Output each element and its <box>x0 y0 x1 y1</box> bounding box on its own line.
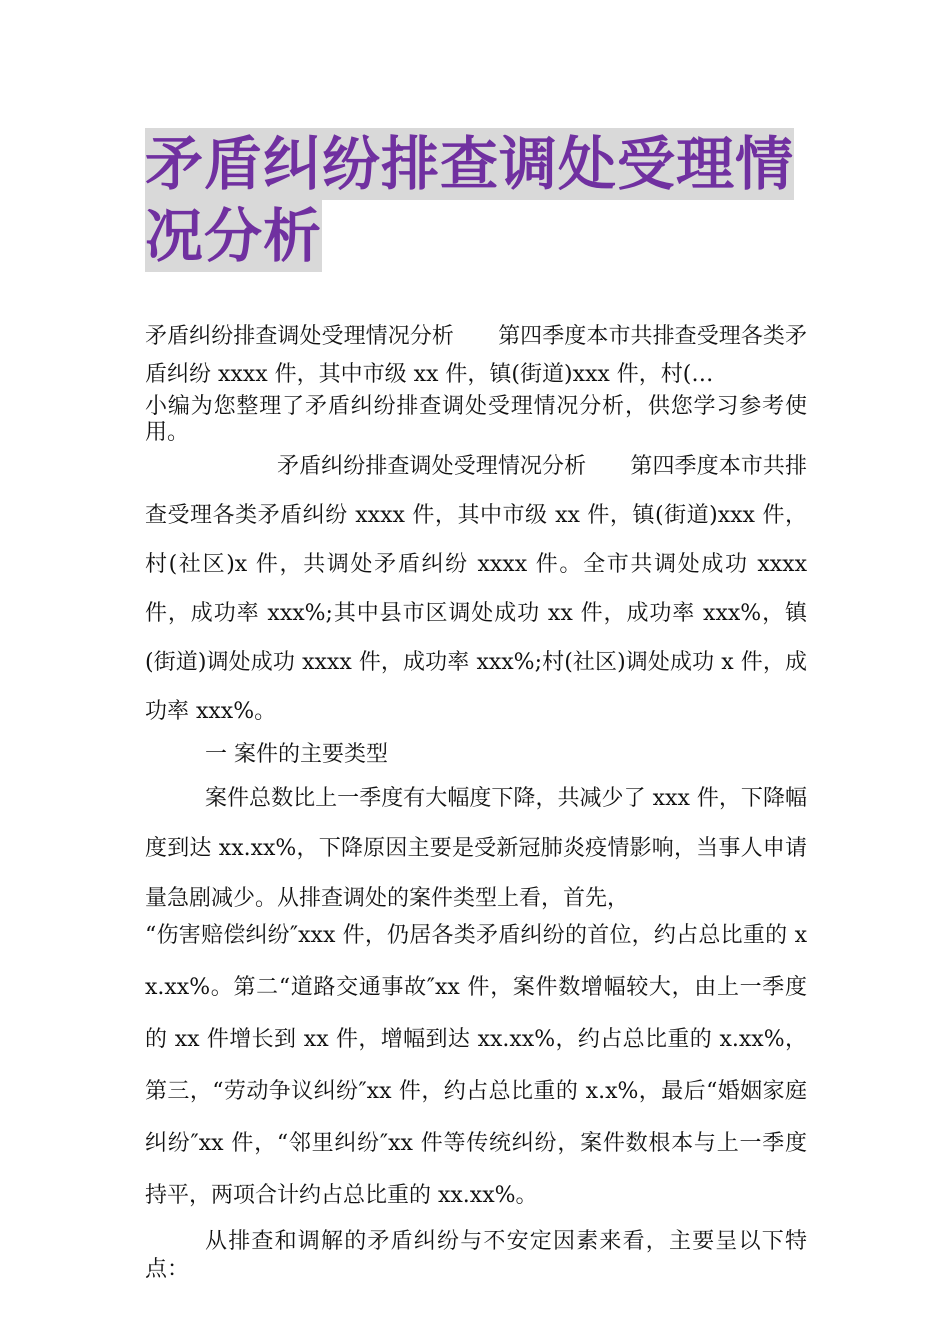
summary-text: 矛盾纠纷排查调处受理情况分析 第四季度本市共排查受理各类矛盾纠纷 xxxx 件，其中市级 xx 件，镇(街道)xxx 件，村(… <box>145 324 807 387</box>
paragraph-characteristics: 从排查和调解的矛盾纠纷与不安定因素来看，主要呈以下特点： <box>145 1229 807 1282</box>
document-title <box>145 128 810 272</box>
title-line-2: 况分析 <box>145 202 323 270</box>
paragraph-case-decline: 案件总数比上一季度有大幅度下降，共减少了 xxx 件，下降幅度到达 xx.xx%，下降原因主要是受新冠肺炎疫情影响，当事人申请量急剧减少。从排查调处的案件类型上看，首先， <box>145 786 807 911</box>
paragraph-case-types: “伤害赔偿纠纷″xxx 件，仍居各类矛盾纠纷的首位，约占总比重的 xx.xx%。第二“道路交通事故″xx 件，案件数增幅较大，由上一季度的 xx 件增长到 xx 件，增幅到达 xx.xx%，约占总比重的 x.xx%，第三，“劳动争议纠纷″xx 件，约占总比重的 x.x%，最后“婚姻家庭纠纷″xx 件，“邻里纠纷″xx 件等传统纠纷，案件数根本与上一季度持平，两项合计约占总比重的 xx.xx%。 <box>145 923 807 1208</box>
paragraph-overview: 矛盾纠纷排查调处受理情况分析 第四季度本市共排查受理各类矛盾纠纷 xxxx 件，其中市级 xx 件，镇(街道)xxx 件，村(社区)x 件，共调处矛盾纠纷 xxxx 件。全市共调处成功 xxxx 件，成功率 xxx%;其中县市区调处成功 xx 件，成功率 xxx%，镇(街道)调处成功 xxxx 件，成功率 xxx%;村(社区)调处成功 x 件，成功率 xxx%。 <box>145 454 807 724</box>
section-heading: 一 案件的主要类型 <box>205 742 388 767</box>
summary-note: 小编为您整理了矛盾纠纷排查调处受理情况分析，供您学习参考使用。 <box>145 394 807 445</box>
title-line-1: 矛盾纠纷排查调处受理情 <box>145 130 795 198</box>
document-body <box>145 318 807 1284</box>
